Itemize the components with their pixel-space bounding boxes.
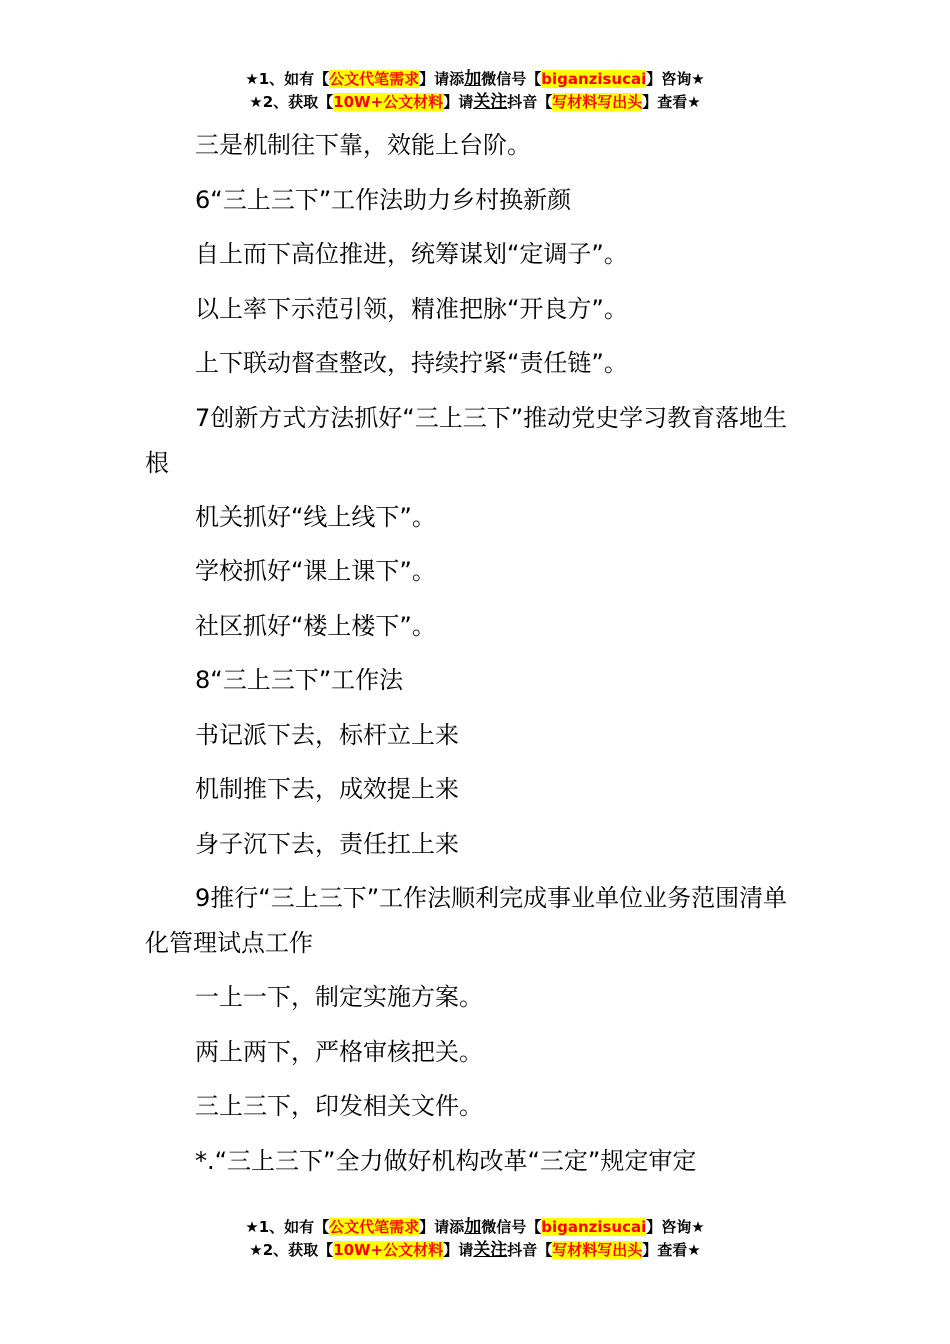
banner-emphasis: 关注 (473, 92, 508, 112)
banner-text: ★1、如有【 (245, 70, 330, 88)
banner-text: 】查看★ (642, 93, 701, 111)
section-heading: *.“三上三下”全力做好机构改革“三定”规定审定 (195, 1146, 697, 1175)
banner-text: 抖音【 (507, 1241, 553, 1259)
banner-line-1 (0, 1216, 950, 1239)
paragraph: 自上而下高位推进，统筹谋划“定调子”。 (195, 240, 628, 268)
paragraph: 一上一下，制定实施方案。 (195, 983, 483, 1011)
banner-text: 抖音【 (507, 93, 553, 111)
banner-emphasis: 关注 (473, 1240, 508, 1260)
paragraph: 以上率下示范引领，精准把脉“开良方”。 (195, 294, 628, 323)
header-banner (0, 68, 950, 114)
highlight-wechat-id: biganzisucai (541, 1218, 647, 1236)
highlight-douyin-account: 写材料写出头 (552, 93, 643, 111)
banner-text: 】查看★ (642, 1241, 701, 1259)
paragraph: 身子沉下去，责任扛上来 (195, 829, 459, 858)
paragraph: 机制推下去，成效提上来 (195, 775, 459, 803)
highlight-douyin-account: 写材料写出头 (552, 1241, 643, 1259)
section-heading: 7创新方式方法抓好“三上三下”推动党史学习教育落地生根 (145, 403, 788, 477)
banner-text: 】请添 (419, 1218, 465, 1236)
highlight-service: 公文代笔需求 (329, 70, 420, 88)
paragraph: 三上三下，印发相关文件。 (195, 1092, 483, 1120)
paragraph: 社区抓好“楼上楼下”。 (195, 611, 436, 640)
banner-text: 】咨询★ (646, 70, 705, 88)
banner-emphasis: 加 (464, 69, 482, 89)
banner-emphasis: 加 (464, 1217, 482, 1237)
banner-text: 】请 (443, 1241, 474, 1259)
highlight-materials: 10W+公文材料 (333, 93, 444, 111)
highlight-wechat-id: biganzisucai (541, 70, 647, 88)
banner-text: 】请 (443, 93, 474, 111)
paragraph: 学校抓好“课上课下”。 (195, 557, 436, 585)
paragraph: 两上两下，严格审核把关。 (195, 1037, 483, 1066)
paragraph: 书记派下去，标杆立上来 (195, 720, 459, 749)
banner-line-2 (0, 1239, 950, 1262)
section-heading: 6“三上三下”工作法助力乡村换新颜 (195, 185, 572, 214)
paragraph: 三是机制往下靠，效能上台阶。 (195, 131, 531, 159)
banner-line-2 (0, 91, 950, 114)
banner-text: 】咨询★ (646, 1218, 705, 1236)
highlight-materials: 10W+公文材料 (333, 1241, 444, 1259)
banner-text: ★1、如有【 (245, 1218, 330, 1236)
banner-text: 微信号【 (481, 70, 542, 88)
paragraph: 上下联动督查整改，持续拧紧“责任链”。 (195, 349, 628, 377)
document-body (145, 118, 810, 1188)
section-heading: 9推行“三上三下”工作法顺利完成事业单位业务范围清单化管理试点工作 (145, 884, 788, 957)
banner-line-1 (0, 68, 950, 91)
section-heading: 8“三上三下”工作法 (195, 666, 404, 694)
banner-text: ★2、获取【 (249, 93, 334, 111)
footer-banner (0, 1216, 950, 1262)
banner-text: ★2、获取【 (249, 1241, 334, 1259)
paragraph: 机关抓好“线上线下”。 (195, 502, 436, 531)
highlight-service: 公文代笔需求 (329, 1218, 420, 1236)
banner-text: 】请添 (419, 70, 465, 88)
banner-text: 微信号【 (481, 1218, 542, 1236)
